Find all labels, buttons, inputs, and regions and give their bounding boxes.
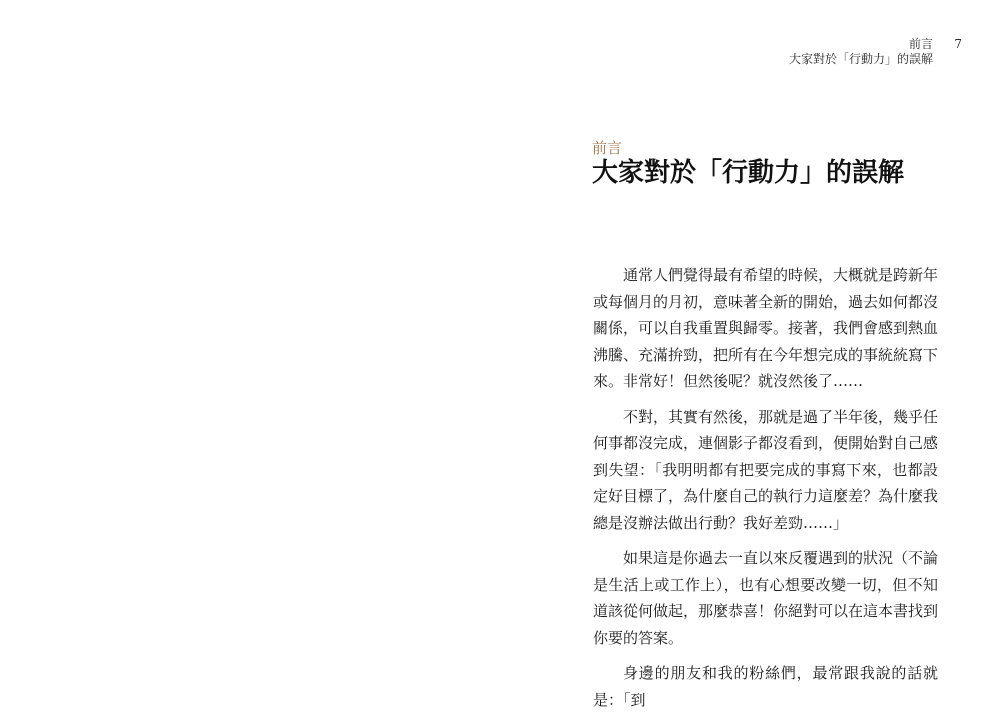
chapter-title: 大家對於「行動力」的誤解 (592, 158, 905, 188)
left-page (0, 0, 500, 709)
body-text (593, 262, 938, 722)
running-header-section: 前言 (908, 37, 933, 51)
running-header (789, 37, 933, 67)
paragraph-3: 如果這是你過去一直以來反覆遇到的狀況（不論是生活上或工作上），也有心想要改變一切，但不知道該從何做起，那麼恭喜！你絕對可以在這本書找到你要的答案。 (593, 549, 939, 647)
right-page (500, 0, 1000, 709)
chapter-label: 前言 (592, 139, 623, 157)
paragraph-1: 通常人們覺得最有希望的時候，大概就是跨新年或每個月的月初，意味著全新的開始，過去如何都沒關係，可以自我重置與歸零。接著，我們會感到熱血沸騰、充滿拚勁，把所有在今年想完成的事統統寫下來。非常好！但然後呢？就沒然後了…… (593, 266, 939, 390)
paragraph-4: 身邊的朋友和我的粉絲們，最常跟我說的話就是：「到 (593, 664, 938, 709)
running-header-title: 大家對於「行動力」的誤解 (788, 52, 933, 66)
paragraph-2: 不對，其實有然後，那就是過了半年後，幾乎任何事都沒完成，連個影子都沒看到，便開始對自己感到失望：「我明明都有把要完成的事寫下來，也都設定好目標了，為什麼自己的執行力這麼差？為什麼我總是沒辦法做出行動？我好差勁……」 (593, 407, 939, 532)
page-number: 7 (954, 37, 962, 51)
